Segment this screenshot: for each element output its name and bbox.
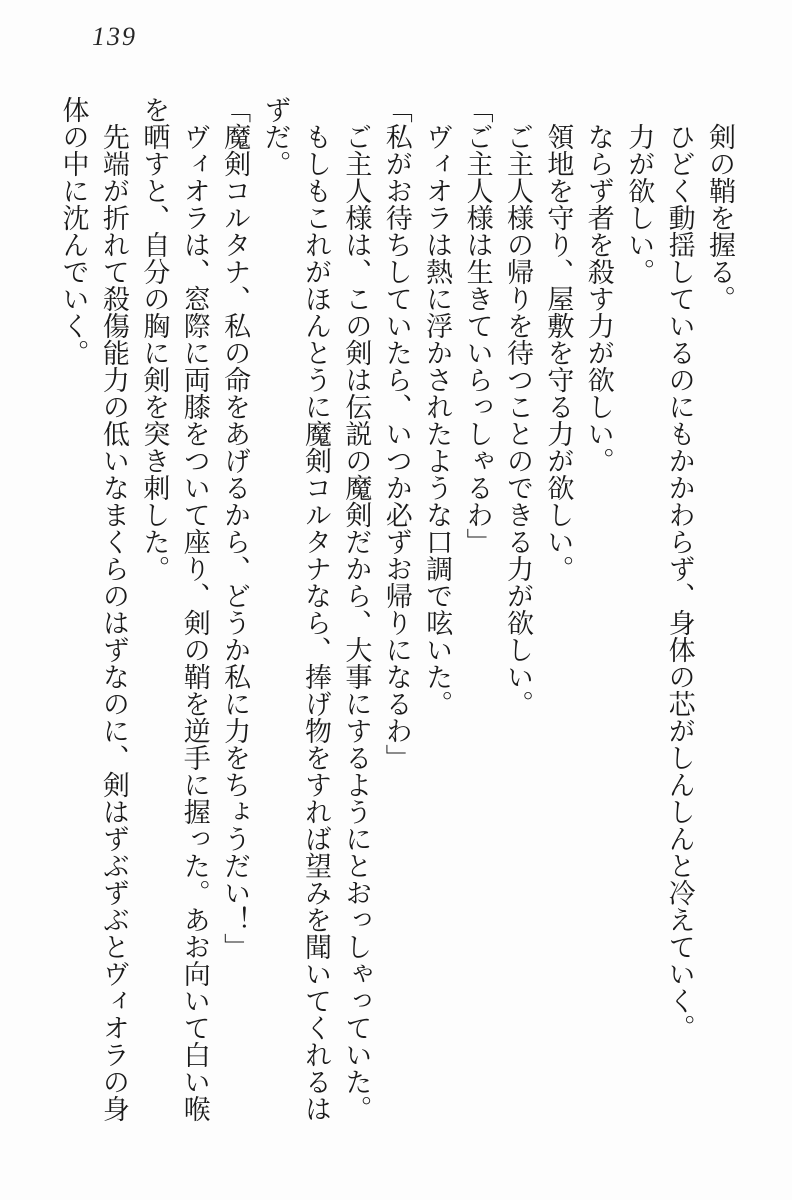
paragraph-3: 力が欲しい。 (624, 123, 655, 285)
paragraph-6: ご主人様の帰りを待つことのできる力が欲しい。 (502, 123, 533, 717)
paragraph-13: ヴィオラは、窓際に両膝をついて座り、剣の鞘を逆手に握った。あお向いて白い喉を晒すと、自分の胸に剣を突き刺した。 (139, 96, 210, 1122)
paragraph-7: 「ご主人様は生きていらっしゃるわ」 (462, 96, 493, 555)
paragraph-1: 剣の鞘を握る。 (705, 123, 735, 312)
paragraph-8: ヴィオラは熱に浮かされたような口調で呟いた。 (422, 123, 453, 717)
paragraph-9: 「私がお待ちしていたら、いつか必ずお帰りになるわ」 (381, 96, 412, 771)
paragraph-12: 「魔剣コルタナ、私の命をあげるから、どうか私に力をちょうだい！」 (220, 96, 251, 960)
paragraph-10: ご主人様は、この剣は伝説の魔剣だから、大事にするようにとおっしゃっていた。 (341, 123, 372, 1122)
page-number: 139 (92, 22, 137, 51)
paragraph-2: ひどく動揺しているのにもかかわらず、身体の芯がしんしんと冷えていく。 (664, 123, 695, 1041)
paragraph-14: 先端が折れて殺傷能力の低いなまくらのはずなのに、剣はずぶずぶとヴィオラの身体の中に沈んでいく。 (58, 96, 129, 1122)
paragraph-11: もしもこれがほんとうに魔剣コルタナなら、捧げ物をすれば望みを聞いてくれるはずだ。 (260, 96, 331, 1122)
paragraph-4: ならず者を殺す力が欲しい。 (583, 123, 614, 474)
text-block (52, 96, 740, 1126)
paragraph-5: 領地を守り、屋敷を守る力が欲しい。 (543, 123, 574, 582)
